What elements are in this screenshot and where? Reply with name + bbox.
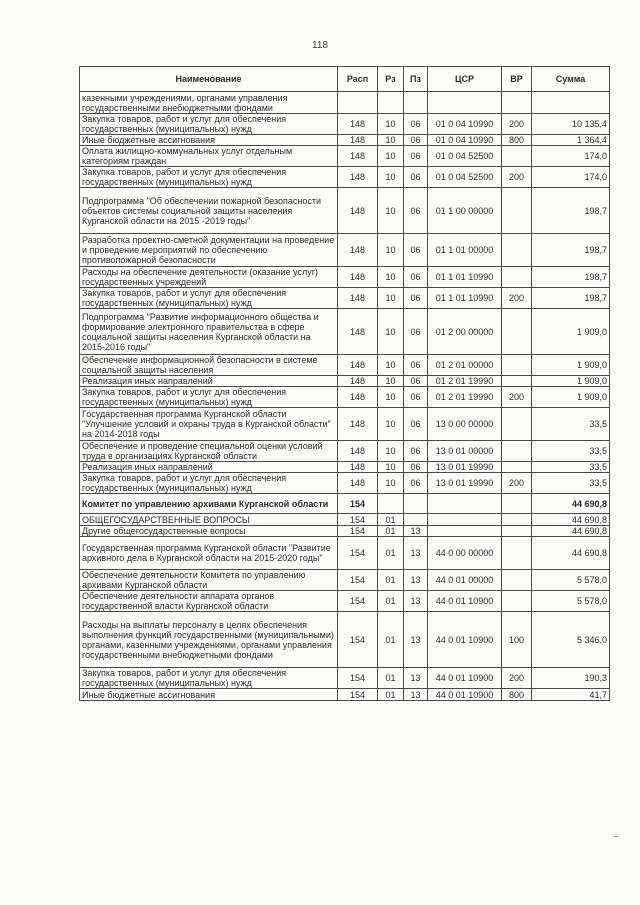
table-row [80,288,610,309]
row-rasp: 148 [338,309,378,355]
row-rasp: 148 [338,146,378,167]
row-rasp [338,92,378,114]
row-csr: 01 2 01 19990 [428,387,502,408]
row-sum: 44 690,8 [532,494,610,514]
row-csr: 01 1 01 10990 [428,288,502,309]
row-pz: 06 [404,135,428,146]
row-rasp: 148 [338,473,378,494]
row-rasp: 148 [338,234,378,267]
row-rasp: 154 [338,494,378,514]
row-vr: 800 [502,135,532,146]
row-rz: 01 [378,668,404,689]
table-row [80,188,610,234]
table-row [80,591,610,612]
row-sum: 5 578,0 [532,591,610,612]
row-name: Обеспечение информационной безопасности в системе социальной защиты населения [80,355,338,376]
row-pz: 13 [404,591,428,612]
row-pz: 13 [404,570,428,591]
row-pz: 06 [404,288,428,309]
header-sum: Сумма [532,67,610,92]
row-pz: 13 [404,537,428,570]
row-vr [502,146,532,167]
row-rasp: 148 [338,114,378,135]
row-name: Закупка товаров, работ и услуг для обеспечения государственных (муниципальных) нужд [80,473,338,494]
row-rz: 01 [378,591,404,612]
row-sum: 190,3 [532,668,610,689]
row-rz: 10 [378,114,404,135]
row-vr [502,462,532,473]
row-csr [428,526,502,537]
row-rasp: 154 [338,689,378,701]
row-rz: 10 [378,234,404,267]
table-row [80,526,610,537]
row-csr: 44 0 01 00000 [428,570,502,591]
row-rasp: 148 [338,267,378,288]
row-csr: 01 1 01 00000 [428,234,502,267]
table-row [80,146,610,167]
row-sum: 1 909,0 [532,376,610,387]
row-name: Обеспечение деятельности Комитета по управлению архивами Курганской области [80,570,338,591]
row-pz: 13 [404,668,428,689]
row-vr [502,514,532,526]
row-sum: 1 364,4 [532,135,610,146]
row-sum: 174,0 [532,146,610,167]
row-name: Закупка товаров, работ и услуг для обеспечения государственных (муниципальных) нужд [80,668,338,689]
row-pz [404,92,428,114]
row-sum: 1 909,0 [532,355,610,376]
table-row [80,462,610,473]
row-rasp: 148 [338,188,378,234]
row-name: Обеспечение и проведение специальной оценки условий труда в организациях Курганской области [80,441,338,462]
table-row [80,309,610,355]
row-pz: 06 [404,387,428,408]
row-pz: 06 [404,441,428,462]
row-name: Расходы на выплаты персоналу в целях обеспечения выполнения функций государственными (муниципальными) органами, казенными учреждениями, органами управления государственными внебюджетными фондами [80,612,338,668]
row-vr [502,591,532,612]
row-sum: 33,5 [532,462,610,473]
row-rasp: 154 [338,612,378,668]
row-pz: 06 [404,408,428,441]
row-name: Другие общегосударственные вопросы [80,526,338,537]
header-csr: ЦСР [428,67,502,92]
row-csr: 01 0 04 10990 [428,114,502,135]
row-pz: 06 [404,462,428,473]
row-csr [428,92,502,114]
row-name: Государственная программа Курганской области "Развитие архивного дела в Курганской области на 2015-2020 годы" [80,537,338,570]
row-rasp: 148 [338,441,378,462]
row-csr: 01 0 04 10990 [428,135,502,146]
row-sum: 174,0 [532,167,610,188]
table-row [80,92,610,114]
row-csr: 44 0 01 10900 [428,591,502,612]
row-pz: 06 [404,355,428,376]
row-vr [502,537,532,570]
table-row [80,494,610,514]
row-vr: 200 [502,387,532,408]
row-pz: 06 [404,473,428,494]
row-name: казенными учреждениями, органами управления государственными внебюджетными фондами [80,92,338,114]
row-rasp: 148 [338,355,378,376]
row-rz [378,494,404,514]
row-vr [502,494,532,514]
row-sum: 44 690,8 [532,514,610,526]
row-pz: 13 [404,526,428,537]
table-row [80,537,610,570]
header-pz: Пз [404,67,428,92]
row-vr: 200 [502,668,532,689]
header-vr: ВР [502,67,532,92]
row-name: Иные бюджетные ассигнования [80,689,338,701]
row-rz: 10 [378,376,404,387]
table-header-row [80,67,610,92]
row-rz: 10 [378,355,404,376]
header-rasp: Расп [338,67,378,92]
row-rz: 01 [378,612,404,668]
row-csr: 13 0 01 19990 [428,473,502,494]
row-csr: 01 0 04 52500 [428,146,502,167]
row-vr [502,408,532,441]
row-sum: 44 690,8 [532,537,610,570]
row-name: Реализация иных направлений [80,462,338,473]
row-pz [404,514,428,526]
row-rasp: 148 [338,135,378,146]
row-csr: 44 0 00 00000 [428,537,502,570]
row-sum: 5 578,0 [532,570,610,591]
table-row [80,668,610,689]
row-vr: 200 [502,167,532,188]
row-csr: 01 2 00 00000 [428,309,502,355]
row-vr [502,376,532,387]
row-name: Подпрограмма "Об обеспечении пожарной безопасности объектов системы социальной защиты населения Курганской области на 2015 -2019 годы" [80,188,338,234]
row-sum: 198,7 [532,267,610,288]
row-name: Иные бюджетные ассигнования [80,135,338,146]
budget-table [79,66,610,701]
row-pz [404,494,428,514]
table-row [80,234,610,267]
row-rasp: 148 [338,387,378,408]
row-sum: 198,7 [532,188,610,234]
row-csr: 01 1 01 10990 [428,267,502,288]
row-rasp: 148 [338,288,378,309]
row-sum: 1 909,0 [532,387,610,408]
row-pz: 06 [404,188,428,234]
row-rz: 10 [378,146,404,167]
row-rasp: 154 [338,668,378,689]
row-csr: 44 0 01 10900 [428,668,502,689]
table-row [80,114,610,135]
row-name: Обеспечение деятельности аппарата органов государственной власти Курганской области [80,591,338,612]
row-rasp: 154 [338,526,378,537]
row-csr [428,514,502,526]
row-rz: 10 [378,309,404,355]
row-vr: 100 [502,612,532,668]
table-row [80,612,610,668]
row-pz: 06 [404,234,428,267]
row-name: Оплата жилищно-коммунальных услуг отдельным категориям граждан [80,146,338,167]
row-sum: 33,5 [532,441,610,462]
row-name: Государственная программа Курганской области "Улучшение условий и охраны труда в Курганской области" на 2014-2018 годы [80,408,338,441]
row-pz: 06 [404,376,428,387]
row-pz: 13 [404,612,428,668]
row-vr [502,355,532,376]
row-name: ОБЩЕГОСУДАРСТВЕННЫЕ ВОПРОСЫ [80,514,338,526]
row-vr [502,188,532,234]
row-name: Закупка товаров, работ и услуг для обеспечения государственных (муниципальных) нужд [80,288,338,309]
row-csr: 44 0 01 10900 [428,689,502,701]
row-rasp: 148 [338,167,378,188]
row-pz: 06 [404,267,428,288]
table-row [80,473,610,494]
row-csr: 13 0 01 00000 [428,441,502,462]
row-rz: 10 [378,167,404,188]
row-rz: 10 [378,188,404,234]
row-vr: 200 [502,288,532,309]
row-name: Закупка товаров, работ и услуг для обеспечения государственных (муниципальных) нужд [80,114,338,135]
row-csr: 13 0 00 00000 [428,408,502,441]
row-rz: 10 [378,408,404,441]
row-sum: 41,7 [532,689,610,701]
row-pz: 06 [404,167,428,188]
row-pz: 06 [404,309,428,355]
row-sum: 33,5 [532,473,610,494]
row-csr: 01 2 01 00000 [428,355,502,376]
row-name: Подпрограмма "Развитие информационного общества и формирование электронного правительства в сфере социальной защиты населения Курганской области на 2015-2016 годы" [80,309,338,355]
row-sum: 44 690,8 [532,526,610,537]
row-vr [502,309,532,355]
row-vr [502,92,532,114]
row-name: Реализация иных направлений [80,376,338,387]
table-row [80,570,610,591]
row-csr: 01 2 01 19990 [428,376,502,387]
row-rz: 10 [378,473,404,494]
table-row [80,514,610,526]
row-vr [502,441,532,462]
row-sum: 198,7 [532,288,610,309]
row-vr [502,526,532,537]
row-name: Комитет по управлению архивами Курганской области [80,494,338,514]
scan-mark [614,836,618,837]
row-name: Расходы на обеспечение деятельности (оказание услуг) государственных учреждений [80,267,338,288]
table-row [80,387,610,408]
row-sum [532,92,610,114]
row-rz: 10 [378,462,404,473]
row-rasp: 154 [338,570,378,591]
row-rz: 01 [378,537,404,570]
table-row [80,376,610,387]
row-csr: 01 1 00 00000 [428,188,502,234]
row-vr: 200 [502,473,532,494]
table-row [80,441,610,462]
row-rz: 01 [378,514,404,526]
row-name: Закупка товаров, работ и услуг для обеспечения государственных (муниципальных) нужд [80,387,338,408]
row-rasp: 154 [338,537,378,570]
table-row [80,355,610,376]
row-csr: 44 0 01 10900 [428,612,502,668]
row-csr [428,494,502,514]
table-row [80,408,610,441]
row-rasp: 154 [338,514,378,526]
row-sum: 198,7 [532,234,610,267]
row-name: Разработка проектно-сметной документации на проведение и проведение мероприятий по обеспечению противопожарной безопасности [80,234,338,267]
table-row [80,135,610,146]
table-row [80,167,610,188]
row-pz: 06 [404,146,428,167]
row-name: Закупка товаров, работ и услуг для обеспечения государственных (муниципальных) нужд [80,167,338,188]
row-vr [502,234,532,267]
header-rz: Рз [378,67,404,92]
table-row [80,267,610,288]
row-rasp: 148 [338,408,378,441]
row-rz: 10 [378,288,404,309]
page-number: 118 [312,40,328,51]
row-csr: 13 0 01 19990 [428,462,502,473]
table-row [80,689,610,701]
row-rz: 10 [378,441,404,462]
row-sum: 10 135,4 [532,114,610,135]
row-vr: 800 [502,689,532,701]
row-rz: 01 [378,570,404,591]
row-rz: 10 [378,135,404,146]
row-rz: 10 [378,267,404,288]
row-sum: 5 346,0 [532,612,610,668]
row-rz: 01 [378,689,404,701]
row-pz: 06 [404,114,428,135]
header-name: Наименование [80,67,338,92]
row-pz: 13 [404,689,428,701]
row-vr [502,570,532,591]
row-rasp: 148 [338,462,378,473]
row-vr: 200 [502,114,532,135]
row-rz: 01 [378,526,404,537]
row-rasp: 148 [338,376,378,387]
row-rasp: 154 [338,591,378,612]
row-rz [378,92,404,114]
row-sum: 1 909,0 [532,309,610,355]
row-csr: 01 0 04 52500 [428,167,502,188]
row-vr [502,267,532,288]
row-sum: 33,5 [532,408,610,441]
row-rz: 10 [378,387,404,408]
